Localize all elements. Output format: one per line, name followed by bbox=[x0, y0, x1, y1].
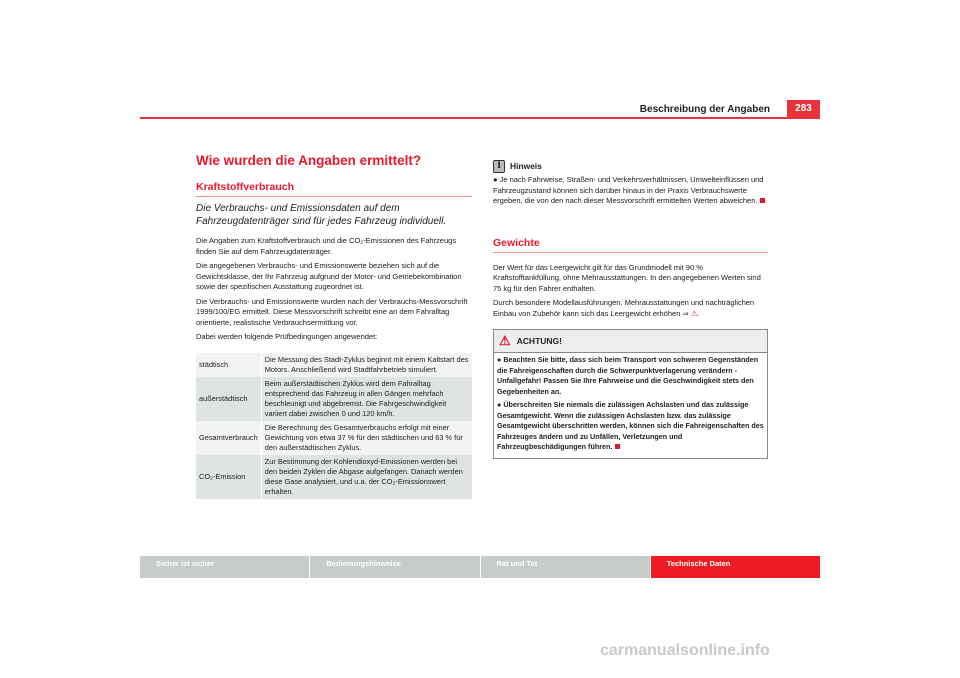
paragraph: Die Angaben zum Kraftstoffverbrauch und die CO₂-Emissionen des Fahrzeugs finden Sie auf dem Fahrzeugdatenträger. bbox=[196, 236, 457, 256]
warning-ref-icon[interactable]: ⚠ bbox=[690, 308, 698, 318]
tab-technische-daten[interactable]: Technische Daten bbox=[651, 556, 820, 578]
right-body: Der Wert für das Leergewicht gilt für das Grundmodell mit 90 % Kraftstofftankfüllung, ohne Mehrausstattungen. In den angegebenen Werten sind 75 kg für den Fahrer enthalten. Durch besondere Modellausführungen, Mehrausstattungen und nachträglichen Einbau von Zubehör kann sich das Leergewicht erhöhen ⇒ ⚠. bbox=[493, 263, 768, 324]
header-title: Beschreibung der Angaben bbox=[639, 104, 770, 115]
table-value: Beim außerstädtischen Zyklus wird dem Fahralltag entsprechend das Fahrzeug in allen Gängen mehrfach beschleunigt und abgebremst. Die Fahrgeschwindigkeit variiert dabei zwischen 0 und 120 km/h. bbox=[261, 377, 472, 421]
warning-text: Überschreiten Sie niemals die zulässigen Achslasten und das zulässige Gesamtgewicht. Wenn die zulässigen Achslasten bzw. das zulässige Gesamtgewicht überschritten werden, können sich die Fahreigenschaften des Fahrzeuges ändern und zu Unfällen, Verletzungen und Fahrzeugbeschädigungen führen. bbox=[497, 400, 764, 451]
paragraph: Der Wert für das Leergewicht gilt für das Grundmodell mit 90 % Kraftstofftankfüllung, ohne Mehrausstattungen. In den angegebenen Werten sind 75 kg für den Fahrer enthalten. bbox=[493, 262, 761, 293]
end-marker-icon bbox=[615, 444, 620, 449]
left-column bbox=[196, 152, 472, 499]
paragraph: Dabei werden folgende Prüfbedingungen angewendet: bbox=[196, 332, 378, 341]
table-row bbox=[196, 421, 472, 455]
tab-rat-und-tat[interactable]: Rat und Tat bbox=[481, 556, 650, 578]
table-key: städtisch bbox=[196, 353, 261, 377]
note-text: Je nach Fahrweise, Straßen- und Verkehrsverhältnissen, Umwelteinflüssen und Fahrzeugzustand können sich darüber hinaus in der Praxis Verbrauchswerte ergeben, die von den nach dieser Messvorschrift ermittelten Werten abweichen. bbox=[493, 175, 764, 205]
page-number: 283 bbox=[787, 100, 820, 118]
table-value: Die Messung des Stadt-Zyklus beginnt mit einem Kaltstart des Motors. Anschließend wird Stadtfahrbetrieb simuliert. bbox=[261, 353, 472, 377]
paragraph: Die angegebenen Verbrauchs- und Emissionswerte beziehen sich auf die Gewichtsklasse, der Ihr Fahrzeug aufgrund der Motor- und Getriebekombination sowie der spezifischen Ausstattung zugeordnet ist. bbox=[196, 261, 462, 291]
note-title: Hinweis bbox=[510, 161, 542, 172]
tab-bedienungshinweise[interactable]: Bedienungshinweise bbox=[310, 556, 479, 578]
table-key: außerstädtisch bbox=[196, 377, 261, 421]
note-box: i Hinweis ● Je nach Fahrweise, Straßen- und Verkehrsverhältnissen, Umwelteinflüssen und Fahrzeugzustand können sich darüber hinaus in der Praxis Verbrauchswerte ergeben, die von den nach dieser Messvorschrift ermittelten Werten abweichen. bbox=[493, 161, 764, 205]
page-title: Wie wurden die Angaben ermittelt? bbox=[196, 153, 422, 168]
paragraph: Durch besondere Modellausführungen, Mehrausstattungen und nachträglichen Einbau von Zubehör kann sich das Leergewicht erhöhen ⇒ bbox=[493, 298, 755, 318]
warning-text: Beachten Sie bitte, dass sich beim Transport von schweren Gegenständen die Fahreigenschaften durch die Schwerpunktverlagerung verändern - Unfallgefahr! Passen Sie Ihre Fahrweise und die Geschwindigkeit stets den Gegebenheiten an. bbox=[497, 355, 759, 396]
table-value: Die Berechnung des Gesamtverbrauchs erfolgt mit einer Gewichtung von etwa 37 % für den städtischen und 63 % für den außerstädtischen Zyklus. bbox=[261, 421, 472, 455]
watermark: carmanualsonline.info bbox=[600, 642, 770, 659]
info-icon: i bbox=[493, 160, 505, 173]
warning-title: ACHTUNG! bbox=[516, 336, 562, 346]
table-value: Zur Bestimmung der Kohlendioxyd-Emissionen werden bei den beiden Zyklen die Abgase aufgefangen. Danach werden diese Gase analysiert, und u.a. der CO₂-Emissionswert erhalten. bbox=[261, 455, 472, 499]
tab-sicher-ist-sicher[interactable]: Sicher ist sicher bbox=[140, 556, 309, 578]
footer-nav bbox=[140, 556, 820, 578]
section-heading-gewichte: Gewichte bbox=[493, 237, 768, 253]
table-row bbox=[196, 353, 472, 377]
left-body bbox=[196, 236, 472, 347]
table-row bbox=[196, 455, 472, 499]
table-key: CO₂-Emission bbox=[196, 455, 261, 499]
warning-icon: ⚠ bbox=[499, 333, 511, 348]
section-heading-kraftstoff: Kraftstoffverbrauch bbox=[196, 181, 472, 197]
end-marker-icon bbox=[760, 198, 765, 203]
right-column bbox=[493, 160, 768, 459]
table-row bbox=[196, 377, 472, 421]
intro-text: Die Verbrauchs- und Emissionsdaten auf dem Fahrzeugdatenträger sind für jedes Fahrzeug individuell. bbox=[196, 203, 447, 227]
table-key: Gesamtverbrauch bbox=[196, 421, 261, 455]
warning-box: ⚠ ACHTUNG! ● Beachten Sie bitte, dass sich beim Transport von schweren Gegenständen die Fahreigenschaften durch die Schwerpunktverlagerung verändern - Unfallgefahr! Passen Sie Ihre Fahrweise und die Geschwindigkeit stets den Gegebenheiten an. ● Überschreiten Sie niemals die zulässigen Achslasten und das zulässige Gesamtgewicht. Wenn die zulässigen Achslasten bzw. das zulässige Gesamtgewicht überschritten werden, können sich die Fahreigenschaften des Fahrzeuges ändern und zu Unfällen, Verletzungen und Fahrzeugbeschädigungen führen. bbox=[493, 329, 768, 459]
header-rule bbox=[140, 117, 820, 119]
test-conditions-table bbox=[196, 353, 472, 499]
paragraph: Die Verbrauchs- und Emissionswerte wurden nach der Verbrauchs-Messvorschrift 1999/100/EG ermittelt. Diese Messvorschrift schreibt eine an dem Fahralltag orientierte, realistische Verbrauchsermittlung vor. bbox=[196, 296, 468, 327]
